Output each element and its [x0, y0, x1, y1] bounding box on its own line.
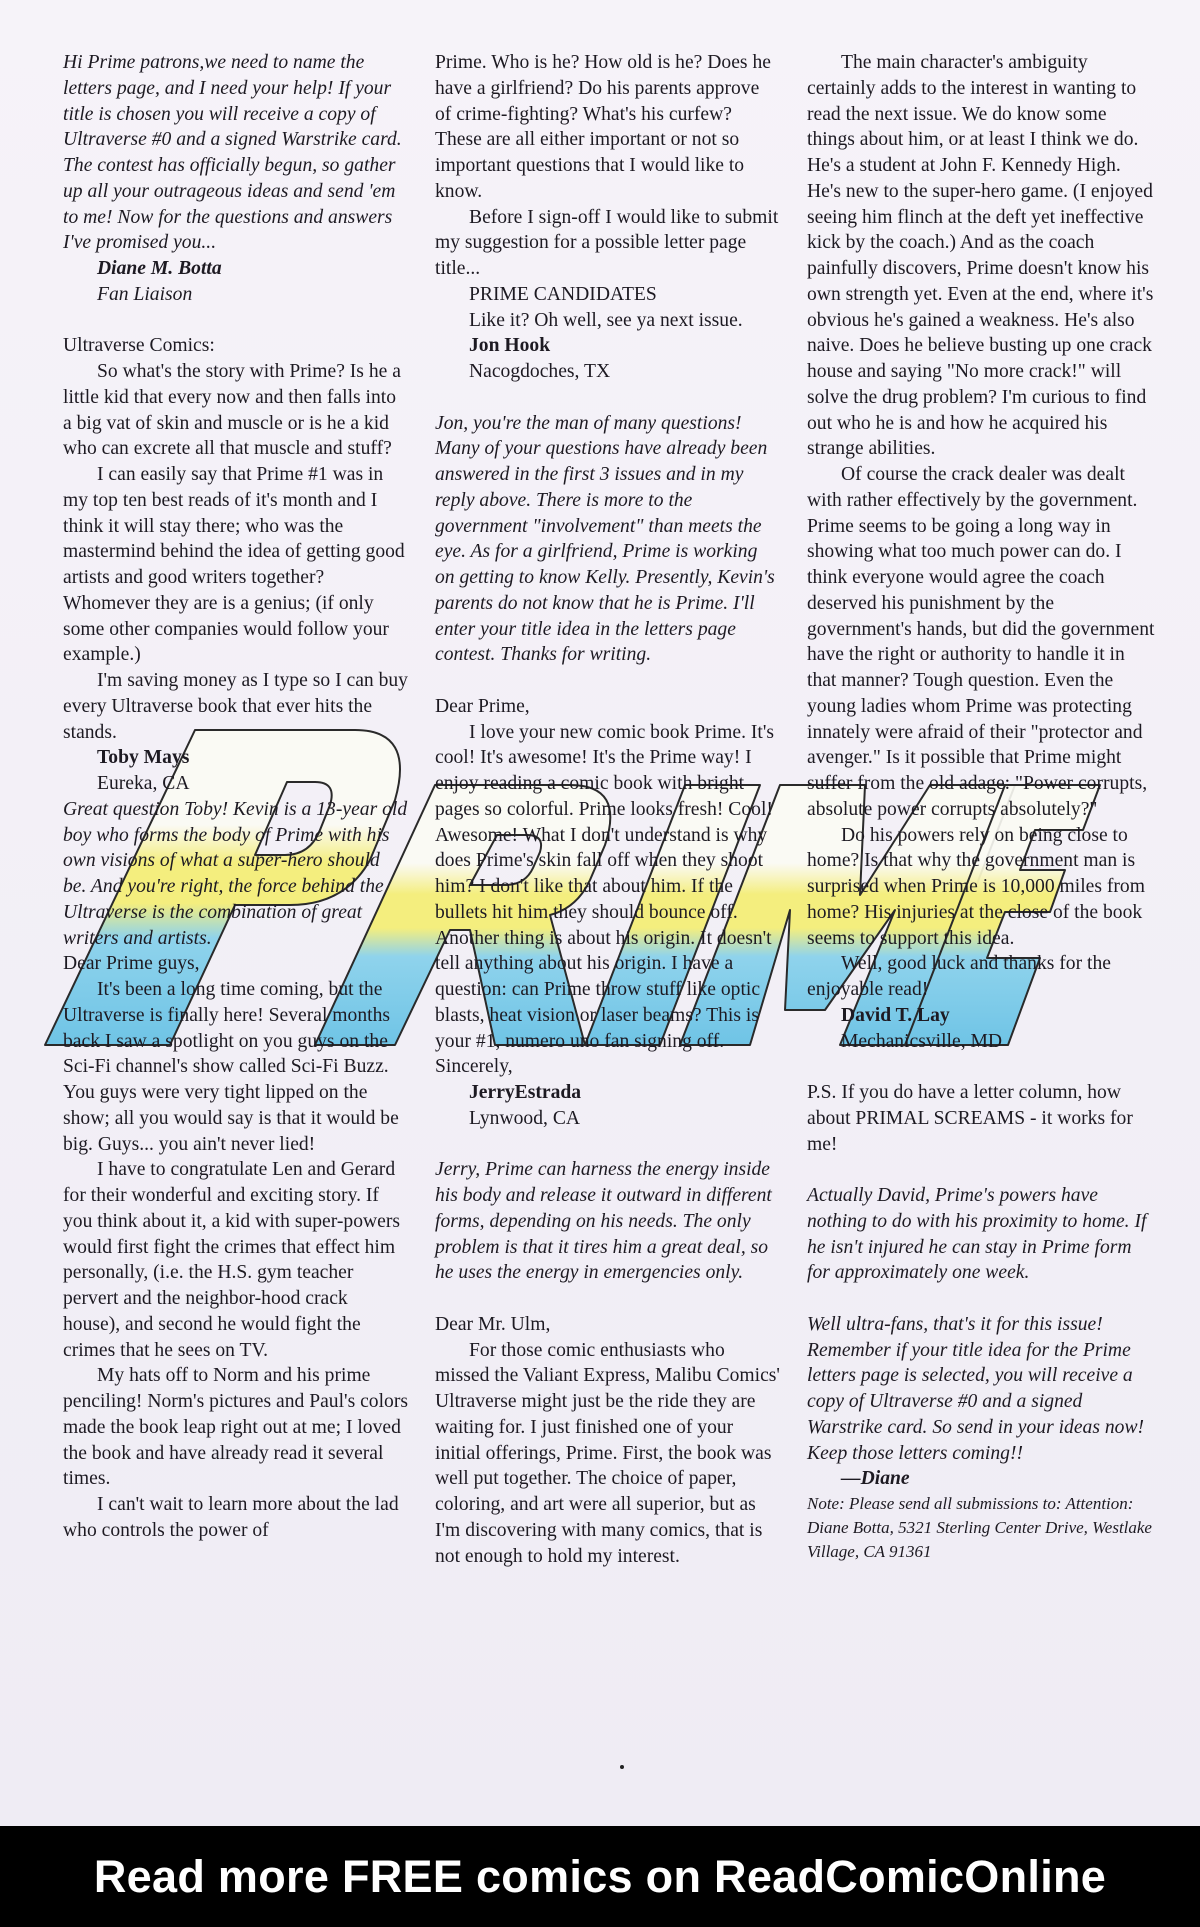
- letter-closing: Sincerely,: [435, 1056, 513, 1078]
- signature-name: JerryEstrada: [469, 1082, 582, 1103]
- letter-paragraph: It's been a long time coming, but the Ultraverse is finally here! Several months back I saw a spotlight on you guys on the Sci-Fi channel's show called Sci-Fi Buzz. You guys were very tight lipped on the show; all you would say is that it would be big. Guys... you ain't never lied!: [63, 979, 399, 1155]
- letter-paragraph: Of course the crack dealer was dealt with rather effectively by the government. Prime seems to be going a long way in showing what too much power can do. I think everyone would agree the coach deserved his punishment by the government's hands, but did the government have the right or authority to handle it in that manner? Tough question. Even the young ladies whom Prime was protecting innately were afraid of their "protector and avenger." Is it possible that Prime might suffer from the old adage: "Power corrupts, absolute power corrupts absolutely?": [807, 464, 1155, 820]
- letter-paragraph: I can easily say that Prime #1 was in my top ten best reads of it's month and I think it will stay there; who was the mastermind behind the idea of getting good artists and good writers together? Whomever they are is a genius; (if only some other companies would follow your example.): [63, 464, 405, 666]
- letter-paragraph: Do his powers rely on being close to home? Is that why the government man is surprised when Prime is 10,000 miles from home? His injuries at the close of the book seems to support this idea.: [807, 824, 1145, 949]
- signature-name: Toby Mays: [97, 747, 190, 769]
- letter-paragraph: I love your new comic book Prime. It's cool! It's awesome! It's the Prime way! I enjoy reading a comic book with bright pages so colorful. Prime looks fresh! Cool! Awesome! What I don't understand is why does Prime's skin fall off when they shoot him? I don't like that about him. If the bullets hit him they should bounce off. Another thing is about his origin. It doesn't tell anything about his origin. I have a question: can Prime throw stuff like optic blasts, heat vision or laser beams? This is your #1, numero uno fan signing off.: [435, 721, 774, 1052]
- signature-place: Eureka, CA: [97, 773, 190, 794]
- editor-reply: Great question Toby! Kevin is a 13-year old boy who forms the body of Prime with his own visions of what a super-hero should be. And you're right, the force behind the Ultraverse is the combination of great writers and artists.: [63, 798, 408, 949]
- letter-salutation: Dear Prime,: [435, 695, 530, 717]
- intro-message: Hi Prime patrons,we need to name the letters page, and I need your help! If your title is chosen you will receive a copy of Ultraverse #0 and a signed Warstrike card. The contest has officially begun, so gather up all your outrageous ideas and send 'em to me! Now for the questions and answers I've promised you...: [63, 52, 402, 254]
- letter-paragraph: Well, good luck and thanks for the enjoyable read!: [807, 953, 1111, 1000]
- signature-name: Jon Hook: [469, 335, 551, 357]
- closing-message: Well ultra-fans, that's it for this issue! Remember if your title idea for the Prime letters page is selected, you will receive a copy of Ultraverse #0 and a signed Warstrike card. So send in your ideas now! Keep those letters coming!!: [807, 1313, 1145, 1464]
- submission-note: Note: Please send all submissions to: Attention: Diane Botta, 5321 Sterling Center Drive, Westlake Village, CA 91361: [807, 1494, 1152, 1561]
- editor-reply: Actually David, Prime's powers have nothing to do with his proximity to home. If he isn't injured he can stay in Prime form for approximately one week.: [807, 1185, 1147, 1284]
- signature-role: Fan Liaison: [97, 283, 193, 305]
- letter-paragraph: The main character's ambiguity certainly adds to the interest in wanting to read the next issue. We do know some things about him, or at least I think we do. He's a student at John F. Kennedy High. He's new to the super-hero game. (I enjoyed seeing him flinch at the deft yet ineffective kick by the coach.) And as the coach painfully discovers, Prime doesn't know his own strength yet. Even at the end, where it's obvious he's gained a weakness. He's also naive. Does he believe busting up one crack house and saying "No more crack!" will solve the drug problem? I'm curious to find out who he is and how he acquired his strange abilities.: [807, 52, 1154, 460]
- column-3: [807, 50, 1157, 1564]
- letter-paragraph: For those comic enthusiasts who missed the Valiant Express, Malibu Comics' Ultraverse might just be the ride they are waiting for. I just finished one of your initial offerings, Prime. First, the book was well put together. The choice of paper, coloring, and art were all superior, but as I'm discovering with many comics, that is not enough to hold my interest.: [435, 1339, 780, 1567]
- closing-signature: —Diane: [841, 1468, 910, 1490]
- letter-paragraph: Prime. Who is he? How old is he? Does he have a girlfriend? Do his parents approve of crime-fighting? What's his curfew? These are all either important or not so important questions that I would like to know.: [435, 52, 771, 202]
- postscript: P.S. If you do have a letter column, how about PRIMAL SCREAMS - it works for me!: [807, 1082, 1133, 1155]
- letter-salutation: Dear Mr. Ulm,: [435, 1313, 551, 1335]
- letter-paragraph: My hats off to Norm and his prime penciling! Norm's pictures and Paul's colors made the book leap right out at me; I loved the book and have already read it several times.: [63, 1365, 408, 1490]
- editor-reply: Jerry, Prime can harness the energy inside his body and release it outward in different forms, depending on his needs. The only problem is that it tires him a great deal, so he uses the energy in emergencies only.: [435, 1159, 772, 1284]
- letter-salutation: Ultraverse Comics:: [63, 335, 215, 357]
- letter-paragraph: Like it? Oh well, see ya next issue.: [469, 309, 743, 331]
- signature-name: David T. Lay: [841, 1004, 950, 1026]
- signature-place: Nacogdoches, TX: [469, 361, 611, 382]
- letter-paragraph: I have to congratulate Len and Gerard for their wonderful and exciting story. If you think about it, a kid with super-powers would first fight the crimes that effect him personally, (i.e. the H.S. gym teacher pervert and the neighbor-hood crack house), and second he would fight the crimes that he sees on TV.: [63, 1159, 401, 1361]
- letter-salutation: Dear Prime guys,: [63, 953, 200, 975]
- letter-paragraph: I can't wait to learn more about the lad who controls the power of: [63, 1494, 399, 1541]
- editor-reply: Jon, you're the man of many questions! Many of your questions have already been answered in the first 3 issues and in my reply above. There is more to the government "involvement" than meets the eye. As for a girlfriend, Prime is working on getting to know Kelly. Presently, Kevin's parents do not know that he is Prime. I'll enter your title idea in the letters page contest. Thanks for writing.: [435, 412, 775, 666]
- suggested-title: PRIME CANDIDATES: [469, 283, 657, 305]
- signature-name: Diane M. Botta: [97, 258, 222, 279]
- letter-paragraph: I'm saving money as I type so I can buy every Ultraverse book that ever hits the stands.: [63, 670, 408, 743]
- column-1: [63, 50, 408, 1544]
- column-2: [435, 50, 780, 1569]
- signature-place: Mechanicsville, MD: [841, 1030, 1003, 1052]
- dot-mark: [620, 1765, 624, 1769]
- letter-paragraph: So what's the story with Prime? Is he a little kid that every now and then falls into a big vat of skin and muscle or is he a kid who can excrete all that muscle and stuff?: [63, 361, 401, 460]
- signature-place: Lynwood, CA: [469, 1107, 581, 1129]
- footer-banner[interactable]: Read more FREE comics on ReadComicOnline: [0, 1826, 1200, 1927]
- letter-paragraph: Before I sign-off I would like to submit my suggestion for a possible letter page title...: [435, 206, 779, 279]
